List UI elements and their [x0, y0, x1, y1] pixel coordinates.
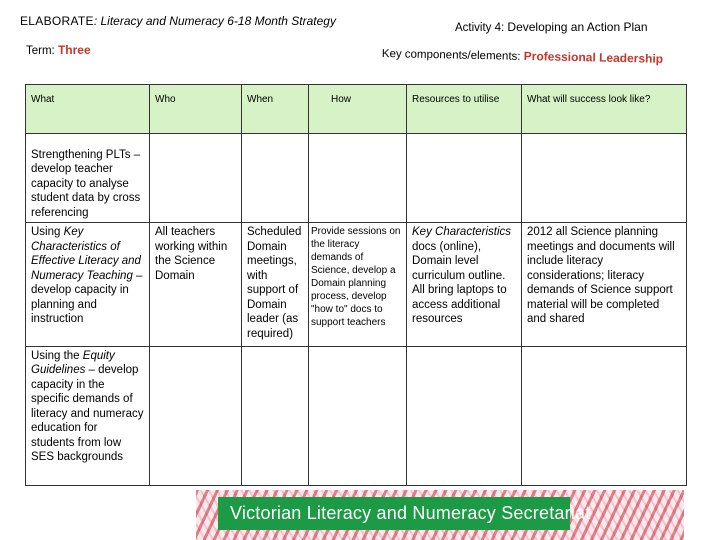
what-emphasis: Key Characteristics of Effective Literacy and Numeracy Teaching [31, 226, 141, 282]
cell-what [26, 223, 150, 347]
title-prefix: ELABORATE [20, 14, 94, 28]
resources-text: docs (online), Domain level curriculum outline. All bring laptops to access additional resources [412, 240, 507, 326]
key-label: Key components/elements: [381, 47, 524, 63]
action-plan-table [25, 84, 687, 486]
what-text: Using the [31, 349, 83, 362]
title-strategy: : Literacy and Numeracy 6-18 Month Strategy [93, 14, 336, 28]
cell-what: Strengthening PLTs – develop teacher capacity to analyse student data by cross referencing [26, 134, 150, 223]
what-text: Using [31, 226, 64, 239]
table-header-row [26, 85, 687, 134]
column-header-who: Who [150, 85, 242, 134]
cell-resources [407, 223, 522, 347]
activity-name: Developing an Action Plan [507, 20, 648, 34]
key-components-line [382, 46, 664, 66]
cell-success [522, 346, 687, 485]
column-header-what: What [26, 85, 150, 134]
what-text-end: – develop capacity in the specific demands of literacy and numeracy education for students from low SES backgrounds [31, 364, 144, 464]
cell-how [309, 346, 407, 485]
table-row [26, 134, 687, 223]
banner-label: Victorian Literacy and Numeracy Secretariat [218, 497, 570, 530]
column-header-resources: Resources to utilise [407, 85, 522, 134]
secretariat-banner [196, 490, 684, 540]
cell-success [522, 134, 687, 223]
resources-emphasis: Key Characteristics [412, 226, 512, 239]
what-text-end: – develop capacity in planning and instruction [31, 269, 143, 326]
key-value: Professional Leadership [523, 48, 664, 66]
what-emphasis: Equity Guidelines [31, 349, 115, 377]
cell-what [26, 346, 150, 485]
column-header-when: When [242, 85, 309, 134]
table-row [26, 346, 687, 485]
cell-resources [407, 134, 522, 223]
term-value: Three [57, 43, 91, 57]
cell-when [242, 134, 309, 223]
cell-resources [407, 346, 522, 485]
cell-how [309, 134, 407, 223]
activity-label: Activity 4: [455, 22, 508, 34]
document-title [20, 14, 336, 28]
activity-heading [455, 20, 648, 34]
column-header-success: What will success look like? [522, 85, 687, 134]
cell-who [150, 134, 242, 223]
cell-when [242, 346, 309, 485]
cell-who [150, 346, 242, 485]
table-row [26, 223, 687, 347]
column-header-how: How [309, 85, 407, 134]
term-label: Term: [26, 45, 58, 57]
cell-when: Scheduled Domain meetings, with support of Domain leader (as required) [242, 223, 309, 347]
cell-success: 2012 all Science planning meetings and documents will include literacy considerations; literacy demands of Science support material will be completed and shared [522, 223, 687, 347]
cell-how: Provide sessions on the literacy demands of Science, develop a Domain planning process, develop "how to" docs to support teachers [309, 223, 407, 347]
term-line [26, 43, 91, 57]
cell-who: All teachers working within the Science Domain [150, 223, 242, 347]
